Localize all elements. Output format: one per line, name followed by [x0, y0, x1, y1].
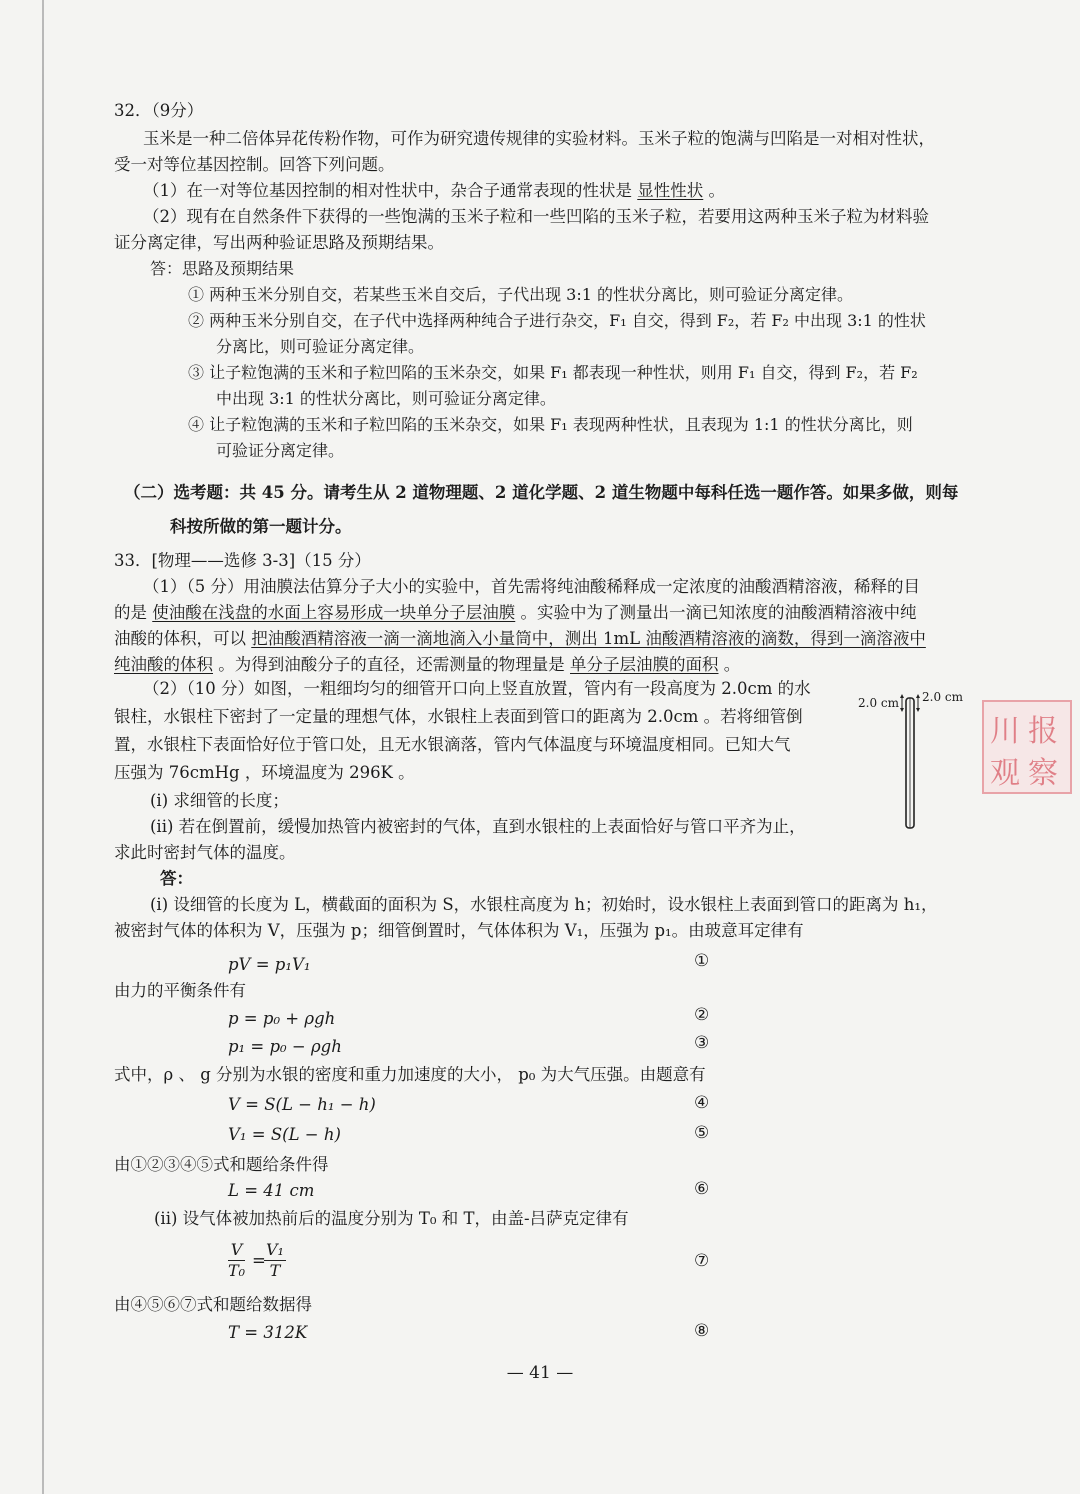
- equation-2-number: ②: [694, 1005, 710, 1025]
- q33-solution-i-line1: (i) 设细管的长度为 L，横截面的面积为 S，水银柱高度为 h；初始时，设水银柱上表面到管口的距离为 h₁，: [150, 895, 938, 914]
- q33-part1-line3: [114, 628, 926, 650]
- stamp-char-2: 报: [1028, 714, 1058, 749]
- equation-5-number: ⑤: [694, 1123, 710, 1143]
- q33-question-ii-line1: (ii) 若在倒置前，缓慢加热管内被密封的气体，直到水银柱的上表面恰好与管口平齐为止，: [150, 817, 806, 836]
- q32-part1-text: （1）在一对等位基因控制的相对性状中，杂合子通常表现的性状是: [143, 181, 632, 200]
- q33-part1-line2: [114, 602, 917, 624]
- q33-part1-line3-pre: 油酸的体积，可以: [114, 629, 246, 648]
- stamp-char-1: 川: [990, 714, 1020, 749]
- q32-answer-1: ① 两种玉米分别自交，若某些玉米自交后，子代出现 3:1 的性状分离比，则可验证分离定律。: [188, 285, 854, 304]
- q32-answer-4-line2: 可验证分离定律。: [216, 441, 345, 460]
- q32-part2-line2: 证分离定律，写出两种验证思路及预期结果。: [114, 233, 444, 252]
- equation-7-left-numerator: V: [228, 1240, 245, 1261]
- page-number: — 41 —: [506, 1363, 574, 1383]
- q33-part1-line4: [114, 654, 740, 676]
- equation-8: T = 312K: [228, 1323, 308, 1342]
- q32-part1-end: 。: [708, 181, 725, 200]
- equation-8-number: ⑧: [694, 1321, 710, 1341]
- equation-5: V₁ = S(L − h): [228, 1125, 341, 1144]
- q33-part2-line2: 银柱，水银柱下密封了一定量的理想气体，水银柱上表面到管口的距离为 2.0cm 。若将细管倒: [114, 707, 803, 726]
- q32-intro-line1: 玉米是一种二倍体异花传粉作物，可作为研究遗传规律的实验材料。玉米子粒的饱满与凹陷是一对相对性状，: [143, 129, 935, 148]
- q32-header: 32．（9分）: [114, 101, 204, 120]
- equation-2: p = p₀ + ρgh: [228, 1009, 336, 1028]
- q33-part2-line1: （2）（10 分）如图，一粗细均匀的细管开口向上竖直放置，管内有一段高度为 2.0cm 的水: [143, 679, 811, 698]
- q33-part2-line3: 置，水银柱下表面恰好位于管口处，且无水银滴落，管内气体温度与环境温度相同。已知大气: [114, 735, 791, 754]
- text-force-balance: 由力的平衡条件有: [114, 981, 246, 1000]
- section2-line2: 科按所做的第一题计分。: [170, 517, 352, 536]
- equation-7-right-denominator: T: [269, 1261, 281, 1280]
- equation-3-number: ③: [694, 1033, 710, 1053]
- equation-3: p₁ = p₀ − ρgh: [228, 1037, 342, 1056]
- q33-part2-line4: 压强为 76cmHg ，环境温度为 296K 。: [114, 763, 415, 782]
- equation-4-number: ④: [694, 1093, 710, 1113]
- q32-part1: [143, 180, 725, 202]
- q32-answer-2-line2: 分离比，则可验证分离定律。: [216, 337, 425, 356]
- text-where: 式中，ρ 、 g 分别为水银的密度和重力加速度的大小， p₀ 为大气压强。由题意有: [114, 1065, 706, 1084]
- equation-7-left-denominator: T₀: [228, 1261, 246, 1280]
- figure-label-left: 2.0 cm: [858, 696, 899, 710]
- q33-solution-i-line2: 被密封气体的体积为 V，压强为 p；细管倒置时，气体体积为 V₁，压强为 p₁。由玻意耳定律有: [114, 921, 804, 940]
- q33-part1-line1: （1）（5 分）用油膜法估算分子大小的实验中，首先需将纯油酸稀释成一定浓度的油酸酒精溶液，稀释的目: [143, 577, 920, 596]
- q33-part1-answer1: 使油酸在浅盘的水面上容易形成一块单分子层油膜: [152, 603, 516, 622]
- equation-1-number: ①: [694, 951, 710, 971]
- q33-solution-ii: (ii) 设气体被加热前后的温度分别为 T₀ 和 T，由盖-吕萨克定律有: [154, 1209, 629, 1228]
- q33-part1-line2-post: 。实验中为了测量出一滴已知浓度的油酸酒精溶液中纯: [520, 603, 917, 622]
- q33-part1-line4-end: 。: [723, 655, 741, 674]
- q33-part1-answer2a: 把油酸酒精溶液一滴一滴地滴入小量筒中，测出 1mL 油酸酒精溶液的滴数，得到一滴溶液中: [251, 629, 926, 648]
- q33-part1-line2-pre: 的是: [114, 603, 147, 622]
- equation-6: L = 41 cm: [228, 1181, 315, 1200]
- watermark-stamp: [982, 700, 1072, 794]
- q33-question-i: (i) 求细管的长度；: [150, 791, 289, 810]
- tube-figure: [858, 688, 963, 838]
- q33-question-ii-line2: 求此时密封气体的温度。: [114, 843, 296, 862]
- equation-7-number: ⑦: [694, 1251, 710, 1271]
- equation-7-equals: =: [252, 1251, 266, 1270]
- tube-diagram: [858, 688, 958, 838]
- equation-7-left-fraction: [228, 1240, 245, 1281]
- equation-6-number: ⑥: [694, 1179, 710, 1199]
- q32-part2-line1: （2）现有在自然条件下获得的一些饱满的玉米子粒和一些凹陷的玉米子粒，若要用这两种玉米子粒为材料验: [143, 207, 929, 226]
- equation-7-right-fraction: [264, 1240, 286, 1281]
- q32-part1-answer: 显性性状: [637, 181, 704, 200]
- q32-intro-line2: 受一对等位基因控制。回答下列问题。: [114, 155, 395, 174]
- q32-answer-3-line2: 中出现 3:1 的性状分离比，则可验证分离定律。: [216, 389, 556, 408]
- section2-line1: （二）选考题：共 45 分。请考生从 2 道物理题、2 道化学题、2 道生物题中每科任选一题作答。如果多做，则每: [124, 483, 959, 502]
- equation-4: V = S(L − h₁ − h): [228, 1095, 376, 1114]
- text-from-equations-1: 由①②③④⑤式和题给条件得: [114, 1155, 329, 1174]
- text-from-equations-2: 由④⑤⑥⑦式和题给数据得: [114, 1295, 312, 1314]
- q32-answer-label: 答：思路及预期结果: [150, 259, 295, 278]
- figure-label-right: 2.0 cm: [922, 690, 963, 704]
- q33-part1-line4-mid: 。为得到油酸分子的直径，还需测量的物理量是: [218, 655, 565, 674]
- q32-answer-3-line1: ③ 让子粒饱满的玉米和子粒凹陷的玉米杂交，如果 F₁ 都表现一种性状，则用 F₁ 自交，得到 F₂，若 F₂: [188, 363, 918, 382]
- q32-answer-2-line1: ② 两种玉米分别自交，在子代中选择两种纯合子进行杂交，F₁ 自交，得到 F₂，若 F₂ 中出现 3:1 的性状: [188, 311, 926, 330]
- q33-part1-answer2b: 纯油酸的体积: [114, 655, 213, 674]
- stamp-char-3: 观: [990, 756, 1020, 791]
- q33-part1-answer3: 单分子层油膜的面积: [570, 655, 719, 674]
- q33-header: 33．[物理——选修 3-3]（15 分）: [114, 551, 371, 570]
- equation-1: pV = p₁V₁: [228, 955, 311, 974]
- q32-answer-4-line1: ④ 让子粒饱满的玉米和子粒凹陷的玉米杂交，如果 F₁ 表现两种性状，且表现为 1:1 的性状分离比，则: [188, 415, 913, 434]
- q33-answer-label: 答：: [160, 869, 193, 888]
- stamp-char-4: 察: [1028, 756, 1058, 791]
- equation-7-right-numerator: V₁: [266, 1240, 284, 1259]
